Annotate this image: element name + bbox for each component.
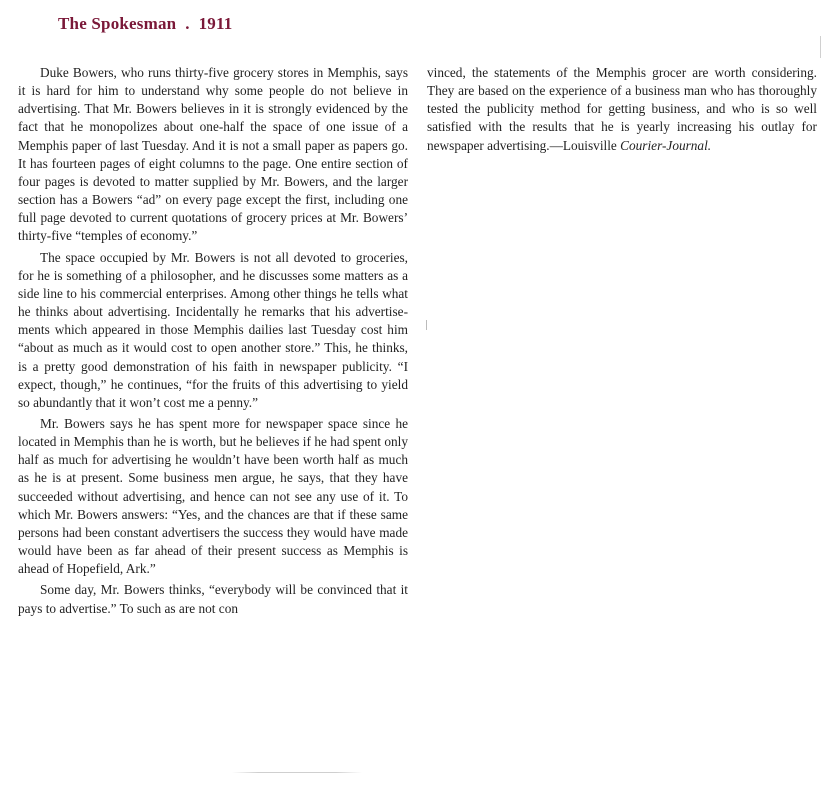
article-paragraph-4-continued (427, 64, 817, 155)
page-bottom-divider (232, 772, 362, 773)
publication-name: The Spokesman (58, 14, 177, 33)
article-right-column (427, 64, 817, 158)
article-paragraph-4: Some day, Mr. Bowers thinks, “everybody will be convinced that it pays to advertise.” To such as are not con (18, 582, 408, 616)
header-separator: . (176, 14, 199, 33)
article-paragraph-3: Mr. Bowers says he has spent more for newspaper space since he located in Memphis than he is worth, but he believes if he had spent only half as much for advertising he wouldn’t have been worth half as much as he is at present. Some business men argue, he says, that they have succeeded without advertising, and hence can not see any use of it. To which Mr. Bowers answers: “Yes, and the chances are that if these same persons had been constant advertisers the success they would have made would have been as far ahead of their present success as Memphis is ahead of Hopefield, Ark.” (18, 415, 408, 577)
scan-artifact (426, 320, 427, 330)
article-paragraph-2: The space occupied by Mr. Bowers is not all devoted to groceries, for he is something of a philosopher, and he discusses some matters as a side line to his commercial enterprises. Among other things he tells what he thinks about advertising. Incidentally he remarks that his advertisements which appeared in those Memphis dailies last Tuesday cost him “about as much as it would cost to open another store.” This, he thinks, is a pretty good demonstration of his faith in newspaper publicity. “I expect, though,” he continues, “for the fruits of this advertising to yield so abundantly that it won’t cost me a penny.” (18, 249, 408, 410)
publication-year: 1911 (198, 14, 233, 33)
article-left-column (18, 64, 408, 621)
page-header (58, 14, 232, 34)
continued-text: vinced, the statements of the Memphis grocer are worth considering. They are based on the experience of a business man who has thoroughly tested the publicity method for getting business, and who is so well satisfied with the results that he is yearly increasing his outlay for newspaper advertising.—Louisville (427, 65, 817, 153)
article-paragraph-1: Duke Bowers, who runs thirty-five grocery stores in Memphis, says it is hard for him to understand why some people do not believe in advertising. That Mr. Bowers believes in it is strongly evidenced by the fact that he monopolizes about one-half the space of one issue of a Memphis paper of last Tuesday. And it is not a small paper as papers go. It has fourteen pages of eight columns to the page. One entire section of four pages is devoted to matter supplied by Mr. Bowers, and the larger section has a Bowers “ad” on every page except the first, including one full page devoted to current quotations of grocery prices at Mr. Bowers’ thirty-five “temples of economy.” (18, 65, 408, 244)
scan-artifact (820, 36, 821, 58)
source-attribution: Courier-Journal. (620, 137, 712, 153)
